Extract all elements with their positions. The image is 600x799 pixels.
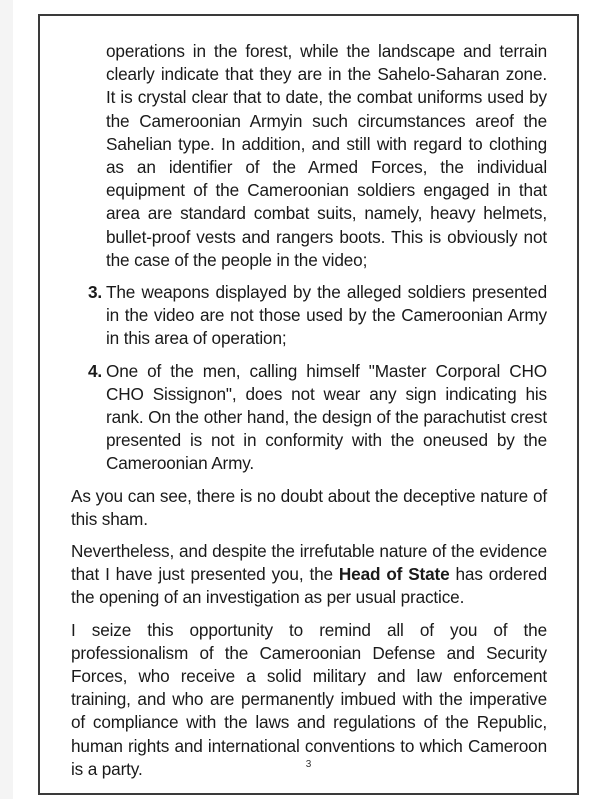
paragraph-text: Nevertheless, and despite the irrefutable nature of the evidence that I have just presented you, the <box>71 541 547 585</box>
paragraph-investigation <box>71 540 547 610</box>
page-number: 3 <box>305 759 312 770</box>
list-item-4 <box>71 360 547 476</box>
bold-phrase-head-of-state: Head of State <box>338 564 450 585</box>
list-item-3 <box>71 281 547 351</box>
document-page <box>38 14 579 795</box>
paragraph-text: has ordered the opening of an investigation as per usual practice. <box>71 564 547 608</box>
paragraph-conclusion: As you can see, there is no doubt about the deceptive nature of this sham. <box>71 485 547 529</box>
list-item-text: The weapons displayed by the alleged soldiers presented in the video are not those used by the Cameroonian Army in this area of operation; <box>106 282 547 349</box>
margin-strip <box>0 0 13 799</box>
paragraph-professionalism: I seize this opportunity to remind all of you of the professionalism of the Cameroonian Defense and Security Forces, who receive a solid military and law enforcement training, and who are permanently imbued with the imperative of compliance with the laws and regulations of the Republic, human rights and international conventions to which Cameroon is a party. <box>71 619 547 779</box>
list-number: 4. <box>88 360 103 381</box>
page-content <box>71 40 547 781</box>
list-number: 3. <box>88 282 103 303</box>
continued-list-item-text: operations in the forest, while the landscape and terrain clearly indicate that they are in the Sahelo-Saharan zone. It is crystal clear that to date, the combat uniforms used by the Cameroonian Armyin such circumstances areof the Sahelian type. In addition, and still with regard to clothing as an identifier of the Armed Forces, the individual equipment of the Cameroonian soldiers engaged in that area are standard combat suits, namely, heavy helmets, bullet-proof vests and rangers boots. This is obviously not the case of the people in the video; <box>106 41 547 270</box>
list-item-text: One of the men, calling himself "Master Corporal CHO CHO Sissignon", does not wear any sign indicating his rank. On the other hand, the design of the parachutist crest presented is not in conformity with the oneused by the Cameroonian Army. <box>106 360 547 474</box>
